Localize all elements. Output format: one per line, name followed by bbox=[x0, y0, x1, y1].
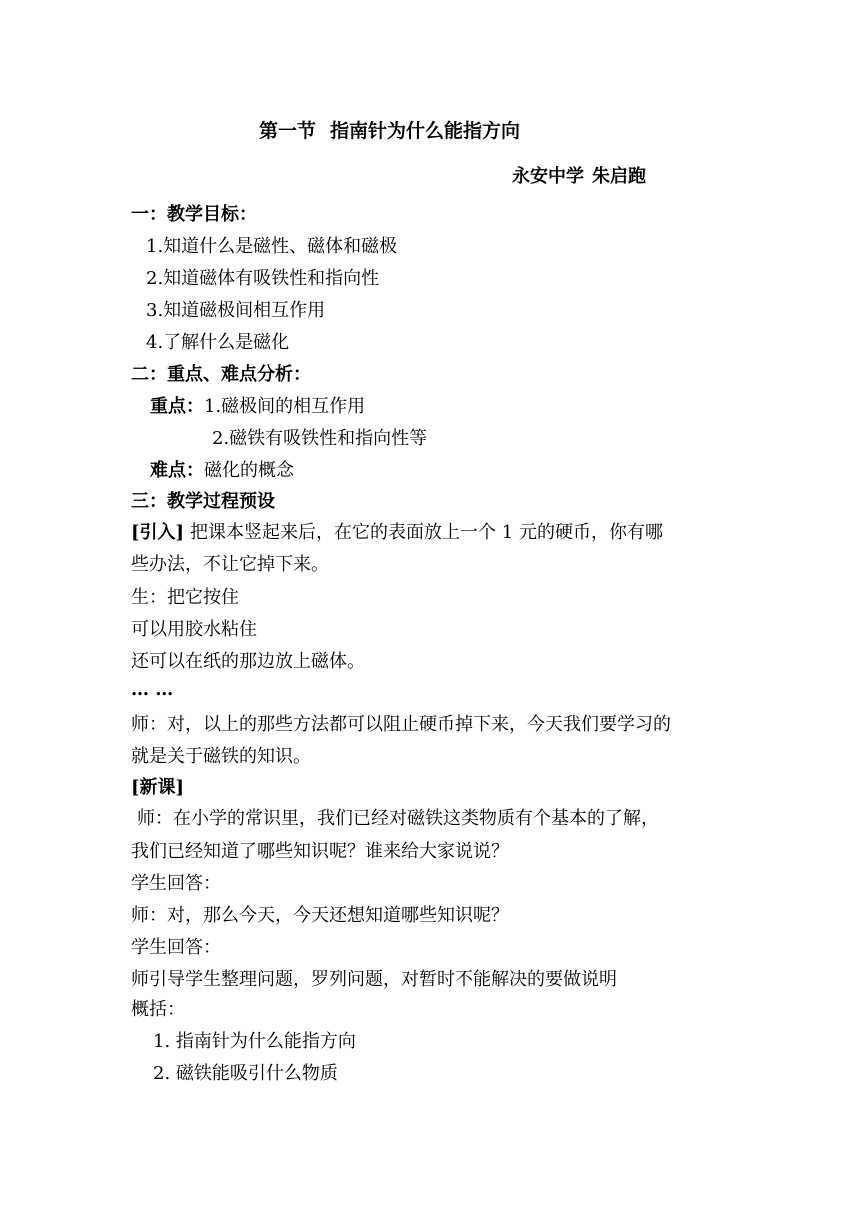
intro-text: 把课本竖起来后，在它的表面放上一个 1 元的硬币，你有哪 bbox=[190, 522, 663, 543]
teacher-remark: 师：对，那么今天，今天还想知道哪些知识呢？ bbox=[131, 905, 509, 926]
page-title bbox=[259, 116, 520, 143]
section-number: 第一节 bbox=[259, 120, 317, 142]
objectives-heading: 一：教学目标： bbox=[131, 204, 257, 225]
student-response: 还可以在纸的那边放上磁体。 bbox=[131, 651, 365, 672]
objective-item: 3.知道磁极间相互作用 bbox=[146, 300, 326, 321]
key-point-label: 重点： bbox=[150, 396, 204, 417]
author-school: 永安中学 bbox=[512, 166, 584, 187]
summary-item: 2. 磁铁能吸引什么物质 bbox=[153, 1063, 338, 1084]
teacher-remark: 师引导学生整理问题，罗列问题，对暂时不能解决的要做说明 bbox=[131, 969, 617, 990]
intro-tag: [引入] bbox=[131, 522, 185, 543]
summary-label: 概括： bbox=[131, 999, 185, 1020]
author-line bbox=[512, 162, 646, 188]
teacher-remark: 我们已经知道了哪些知识呢？谁来给大家说说？ bbox=[131, 841, 509, 862]
objective-item: 4.了解什么是磁化 bbox=[146, 332, 290, 353]
ellipsis: … … bbox=[131, 679, 174, 700]
student-response: 可以用胶水粘住 bbox=[131, 619, 257, 640]
difficulty-text: 磁化的概念 bbox=[204, 460, 294, 481]
difficulty-row bbox=[150, 460, 294, 482]
objective-item: 1.知道什么是磁性、磁体和磁极 bbox=[146, 236, 398, 257]
section-topic: 指南针为什么能指方向 bbox=[330, 120, 521, 142]
difficulty-label: 难点： bbox=[150, 460, 204, 481]
author-name: 朱启跑 bbox=[592, 166, 646, 187]
key-points-heading: 二：重点、难点分析： bbox=[131, 364, 311, 385]
summary-item: 1. 指南针为什么能指方向 bbox=[153, 1031, 356, 1052]
intro-paragraph-line: 些办法，不让它掉下来。 bbox=[131, 554, 329, 575]
student-answer: 学生回答： bbox=[131, 937, 221, 958]
key-point-row bbox=[150, 396, 365, 418]
student-response: 生：把它按住 bbox=[131, 587, 239, 608]
teacher-remark: 师：在小学的常识里，我们已经对磁铁这类物质有个基本的了解， bbox=[137, 808, 659, 829]
key-point-item: 2.磁铁有吸铁性和指向性等 bbox=[212, 428, 428, 449]
key-point-item: 1.磁极间的相互作用 bbox=[204, 396, 366, 417]
objective-item: 2.知道磁体有吸铁性和指向性 bbox=[146, 268, 380, 289]
intro-paragraph-line bbox=[131, 522, 663, 544]
teacher-remark: 就是关于磁铁的知识。 bbox=[131, 746, 311, 767]
student-answer: 学生回答： bbox=[131, 873, 221, 894]
new-lesson-tag: [新课] bbox=[131, 777, 185, 798]
process-heading: 三：教学过程预设 bbox=[131, 491, 275, 512]
teacher-remark: 师：对，以上的那些方法都可以阻止硬币掉下来，今天我们要学习的 bbox=[131, 714, 671, 735]
